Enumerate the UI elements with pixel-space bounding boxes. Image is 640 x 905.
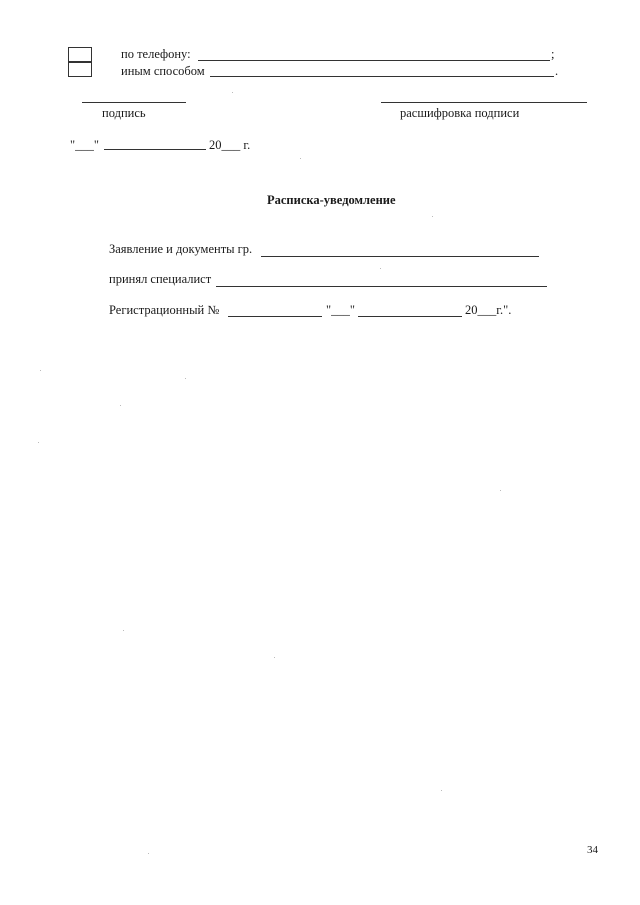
reg-label: Регистрационный № — [109, 303, 220, 317]
scan-speck — [432, 216, 433, 217]
scan-speck — [500, 490, 501, 491]
receipt-title: Расписка-уведомление — [267, 193, 396, 207]
phone-underline — [198, 60, 550, 61]
page-number: 34 — [587, 844, 598, 856]
reg-quote: "___" — [326, 303, 355, 317]
scan-speck — [40, 370, 41, 371]
statement-label: Заявление и документы гр. — [109, 242, 253, 256]
reg-number-underline — [228, 316, 322, 317]
statement-underline — [261, 256, 539, 257]
scan-speck — [274, 657, 275, 658]
reg-year: 20___г.". — [465, 303, 512, 317]
date-month-line — [104, 149, 206, 150]
scan-speck — [441, 790, 442, 791]
signature-decode-caption: расшифровка подписи — [400, 106, 520, 120]
scan-speck — [185, 378, 186, 379]
scan-speck — [232, 92, 233, 93]
scan-speck — [148, 853, 149, 854]
signature-caption: подпись — [102, 106, 146, 120]
date-year: 20___ г. — [209, 138, 251, 152]
signature-line — [82, 102, 186, 103]
phone-end: ; — [551, 47, 555, 61]
phone-label: по телефону: — [121, 47, 191, 61]
other-end: . — [555, 64, 559, 78]
accepted-underline — [216, 286, 547, 287]
scan-speck — [120, 405, 121, 406]
scan-speck — [300, 158, 301, 159]
scan-speck — [38, 442, 39, 443]
reg-month-underline — [358, 316, 462, 317]
other-label: иным способом — [121, 64, 205, 78]
checkbox-other[interactable] — [68, 62, 92, 77]
scan-speck — [123, 630, 124, 631]
checkbox-phone[interactable] — [68, 47, 92, 62]
accepted-label: принял специалист — [109, 272, 212, 286]
signature-decode-line — [381, 102, 587, 103]
date-quote: "___" — [70, 138, 99, 152]
scan-speck — [380, 268, 381, 269]
other-underline — [210, 76, 554, 77]
